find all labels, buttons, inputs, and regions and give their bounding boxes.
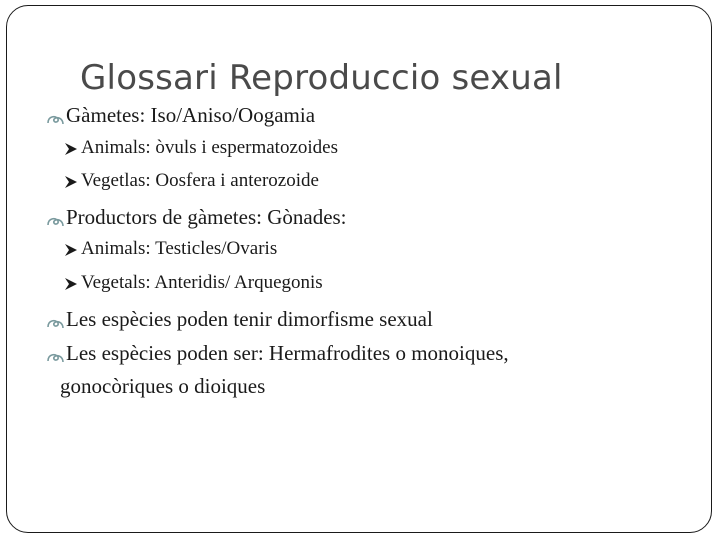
bullet-text: Gàmetes: Iso/Aniso/Oogamia [66, 103, 316, 127]
swirl-bullet-icon [46, 210, 65, 224]
arrowhead-bullet-icon [63, 275, 79, 289]
swirl-bullet-icon [46, 312, 65, 326]
arrowhead-bullet-icon [63, 140, 79, 154]
arrowhead-bullet-icon [63, 173, 79, 187]
sub-bullet-text: Animals: òvuls i espermatozoides [81, 137, 338, 158]
bullet-text: Les espècies poden ser: Hermafrodites o monoiques, [66, 341, 509, 365]
sub-bullet-item [63, 137, 338, 159]
arrowhead-bullet-icon [63, 241, 79, 255]
sub-bullet-item [63, 170, 319, 192]
swirl-bullet-icon [46, 346, 65, 360]
sub-bullet-text: Vegetals: Anteridis/ Arquegonis [81, 272, 323, 293]
bullet-item [46, 103, 315, 128]
swirl-bullet-icon [46, 108, 65, 122]
slide-title: Glossari Reproduccio sexual [80, 58, 563, 98]
bullet-item [46, 205, 347, 230]
sub-bullet-item [63, 272, 323, 294]
sub-bullet-text: Animals: Testicles/Ovaris [81, 238, 278, 259]
sub-bullet-text: Vegetlas: Oosfera i anterozoide [81, 170, 319, 191]
bullet-continuation: gonocòriques o dioiques [60, 374, 266, 398]
bullet-text: Productors de gàmetes: Gònades: [66, 205, 347, 229]
sub-bullet-item [63, 238, 277, 260]
bullet-item [46, 341, 509, 366]
bullet-text: Les espècies poden tenir dimorfisme sexual [66, 307, 433, 331]
bullet-item [46, 307, 433, 332]
